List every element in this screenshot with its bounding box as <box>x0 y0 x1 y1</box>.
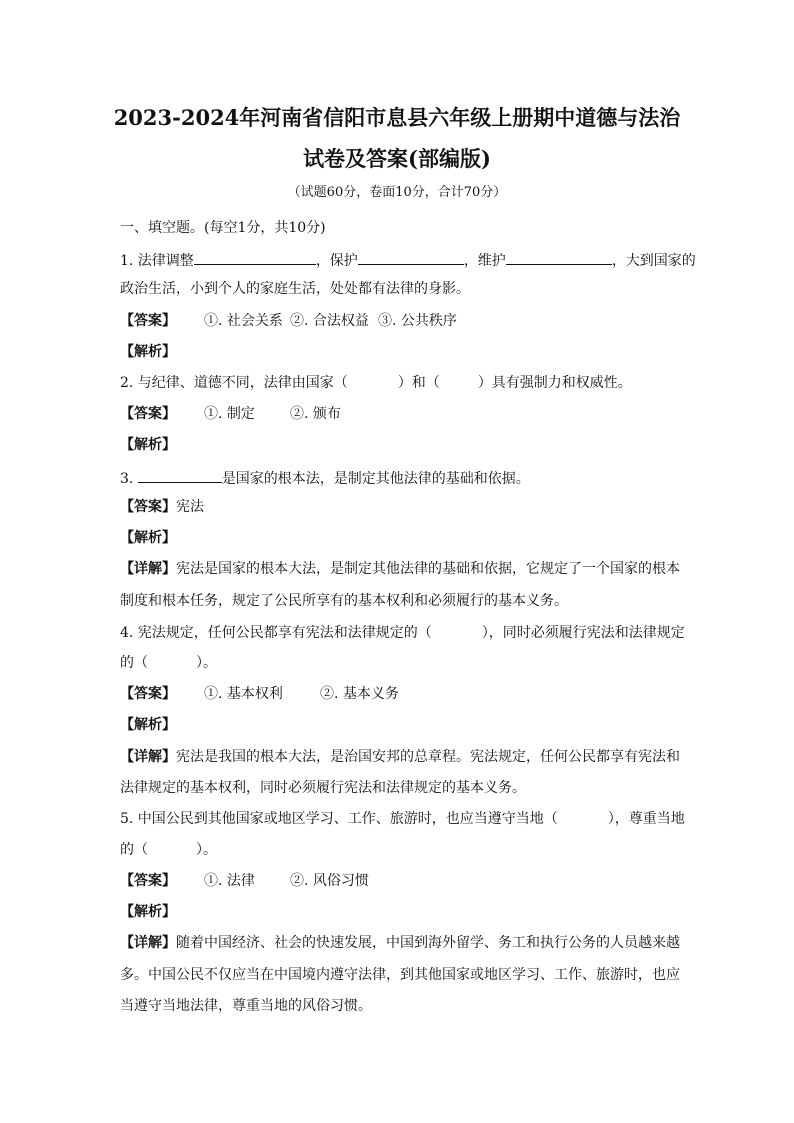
answer-label: 【答案】 <box>120 406 176 422</box>
question-5-line-2 <box>120 843 680 857</box>
document-title-line-1: 2023-2024年河南省信阳市息县六年级上册期中道德与法治 <box>113 105 681 130</box>
question-1-answer <box>120 314 680 328</box>
q3-text-part-2: 是国家的根本法，是制定其他法律的基础和依据。 <box>221 471 530 487</box>
q5-detail-text-1: 随着中国经济、社会的快速发展，中国到海外留学、务工和执行公务的人员越来越 <box>176 935 680 951</box>
answer-label: 【答案】 <box>120 873 176 889</box>
q5-answer-1: ①. 法律 <box>204 873 255 889</box>
question-4-detail-line-2: 法律规定的基本权利，同时必须履行宪法和法律规定的基本义务。 <box>120 780 526 796</box>
question-5-answer <box>120 874 680 888</box>
q3-text-part-1: 3. <box>120 471 138 487</box>
q5-answer-2: ②. 风俗习惯 <box>290 873 369 889</box>
question-2-analysis-label: 【解析】 <box>120 437 176 453</box>
question-5-detail-line-3: 当遵守当地法律，尊重当地的风俗习惯。 <box>120 998 372 1014</box>
q1-text-part-3: ，维护 <box>463 253 506 269</box>
q2-text-part-1: 2. 与纪律、道德不同，法律由国家（ <box>120 375 348 391</box>
question-5-line-1 <box>120 811 685 827</box>
q1-answer-3: ③. 公共秩序 <box>378 313 457 329</box>
q3-detail-text-1: 宪法是国家的根本大法，是制定其他法律的基础和依据，它规定了一个国家的根本 <box>176 561 680 577</box>
q5-text-part-2: ），尊重当地 <box>607 811 685 827</box>
question-1-analysis-label: 【解析】 <box>120 344 176 360</box>
q1-text-part-4: ，大到国家的 <box>611 253 696 269</box>
question-5-analysis-label: 【解析】 <box>120 904 176 920</box>
question-3-line-1 <box>120 469 680 486</box>
q4-answer-1: ①. 基本权利 <box>204 686 283 702</box>
answer-label: 【答案】 <box>120 686 176 702</box>
q5-text-part-1: 5. 中国公民到其他国家或地区学习、工作、旅游时，也应当遵守当地（ <box>120 811 558 827</box>
q1-text-part-2: ，保护 <box>315 253 358 269</box>
question-1-line-2: 政治生活，小到个人的家庭生活，处处都有法律的身影。 <box>120 281 470 297</box>
question-3-detail-line-2: 制度和根本任务，规定了公民所享有的基本权利和必须履行的基本义务。 <box>120 593 568 609</box>
question-4-line-1 <box>120 625 685 641</box>
question-3-answer <box>120 500 680 514</box>
q4-text-part-4: ）。 <box>196 655 217 671</box>
q2-text-part-3: ）具有强制力和权威性。 <box>477 375 632 391</box>
question-2-answer <box>120 407 680 421</box>
question-3-detail-line-1 <box>120 562 680 576</box>
q1-blank-2 <box>358 251 464 265</box>
document-title-line-2: 试卷及答案(部编版) <box>303 146 491 171</box>
q4-text-part-1: 4. 宪法规定，任何公民都享有宪法和法律规定的（ <box>120 625 432 641</box>
question-3-analysis-label: 【解析】 <box>120 530 176 546</box>
q2-answer-1: ①. 制定 <box>204 406 255 422</box>
question-4-answer <box>120 687 680 701</box>
question-2-line-1 <box>120 376 680 390</box>
q4-text-part-3: 的（ <box>120 655 148 671</box>
question-4-analysis-label: 【解析】 <box>120 717 176 733</box>
detail-label: 【详解】 <box>120 561 176 577</box>
detail-label: 【详解】 <box>120 935 176 951</box>
q5-text-part-4: ）。 <box>196 842 217 858</box>
q1-answer-2: ②. 合法权益 <box>290 313 369 329</box>
q5-text-part-3: 的（ <box>120 842 148 858</box>
q2-answer-2: ②. 颁布 <box>290 406 341 422</box>
score-note: （试题60分，卷面10分，合计70分） <box>287 185 507 200</box>
question-5-detail-line-2: 多。中国公民不仅应当在中国境内遵守法律，到其他国家或地区学习、工作、旅游时，也应 <box>120 967 680 983</box>
question-4-line-2 <box>120 656 680 670</box>
q3-blank <box>138 469 222 483</box>
q1-answer-1: ①. 社会关系 <box>204 313 283 329</box>
q4-answer-2: ②. 基本义务 <box>320 686 399 702</box>
question-4-detail-line-1 <box>120 750 680 764</box>
answer-label: 【答案】 <box>120 313 176 329</box>
q4-text-part-2: ），同时必须履行宪法和法律规定 <box>481 625 685 641</box>
q1-blank-3 <box>506 251 612 265</box>
question-1-line-1 <box>120 251 696 269</box>
q3-answer: 宪法 <box>176 499 204 515</box>
q1-blank-1 <box>194 251 316 265</box>
answer-label: 【答案】 <box>120 499 176 515</box>
section-heading: 一、填空题。(每空1分，共10分) <box>120 220 326 236</box>
q1-text-part-1: 1. 法律调整 <box>120 253 194 269</box>
q4-detail-text-1: 宪法是我国的根本大法，是治国安邦的总章程。宪法规定，任何公民都享有宪法和 <box>176 749 680 765</box>
question-5-detail-line-1 <box>120 936 680 950</box>
detail-label: 【详解】 <box>120 749 176 765</box>
q2-text-part-2: ）和（ <box>397 375 440 391</box>
